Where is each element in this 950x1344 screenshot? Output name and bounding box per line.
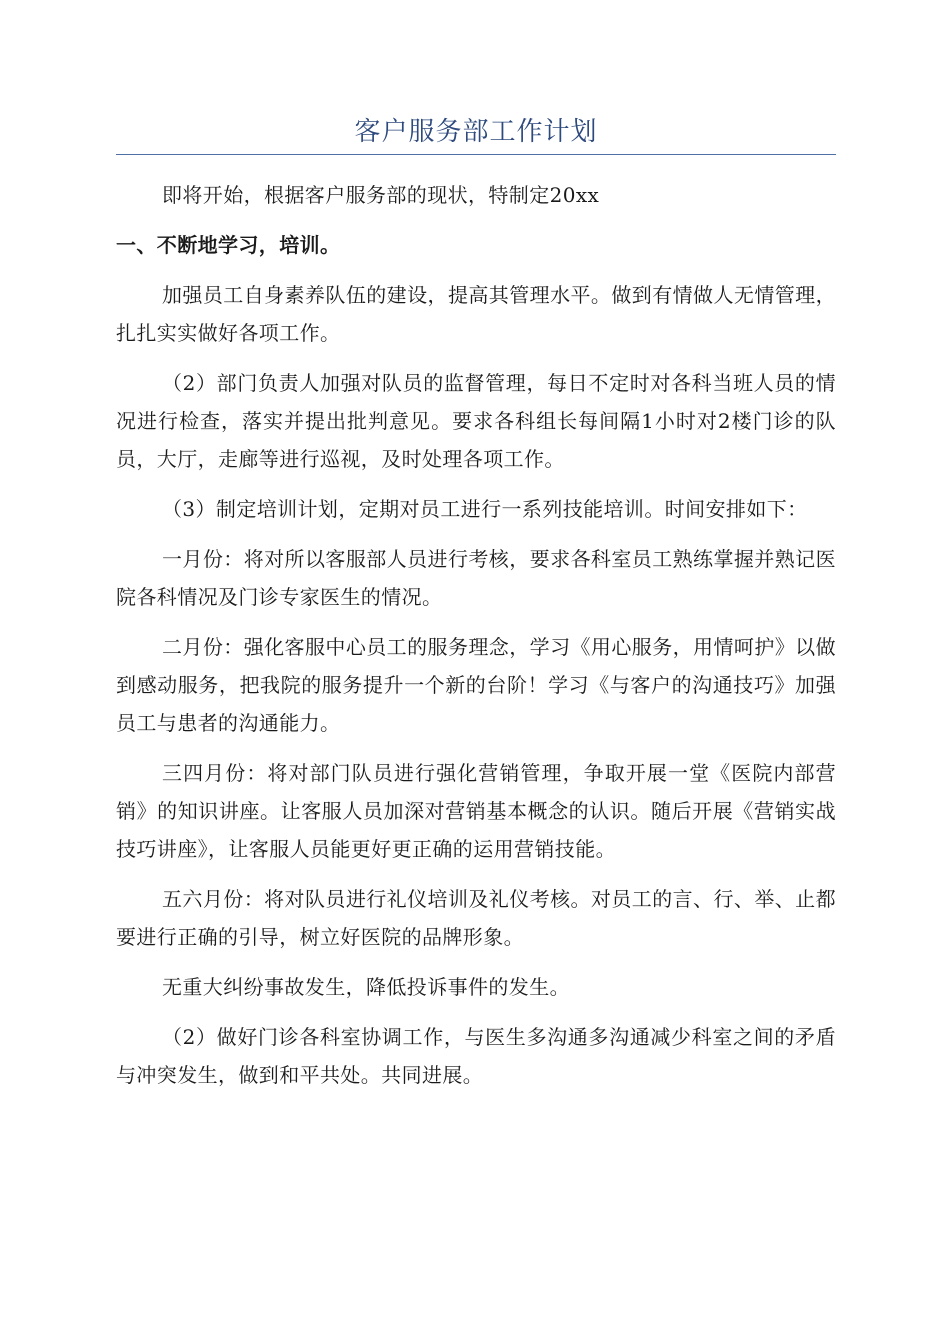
document-body [116, 176, 836, 1106]
section-heading: 一、不断地学习，培训。 [116, 233, 341, 257]
document-title: 客户服务部工作计划 [354, 117, 598, 147]
intro-paragraph: 即将开始，根据客户服务部的现状，特制定20xx [162, 183, 600, 207]
paragraph: 加强员工自身素养队伍的建设，提高其管理水平。做到有情做人无情管理，扎扎实实做好各项工作。 [116, 283, 836, 345]
paragraph: （2）部门负责人加强对队员的监督管理，每日不定时对各科当班人员的情况进行检查，落实并提出批判意见。要求各科组长每间隔1小时对2楼门诊的队员，大厅，走廊等进行巡视，及时处理各项工作。 [116, 371, 836, 471]
paragraph: 一月份：将对所以客服部人员进行考核，要求各科室员工熟练掌握并熟记医院各科情况及门诊专家医生的情况。 [116, 547, 836, 609]
paragraph: （2）做好门诊各科室协调工作，与医生多沟通多沟通减少科室之间的矛盾与冲突发生，做到和平共处。共同进展。 [116, 1025, 836, 1087]
paragraph: （3）制定培训计划，定期对员工进行一系列技能培训。时间安排如下： [162, 497, 808, 521]
document-page [116, 0, 836, 1344]
title-underline [116, 154, 836, 155]
paragraph: 无重大纠纷事故发生，降低投诉事件的发生。 [162, 975, 570, 999]
paragraph: 二月份：强化客服中心员工的服务理念，学习《用心服务，用情呵护》以做到感动服务，把我院的服务提升一个新的台阶！学习《与客户的沟通技巧》加强员工与患者的沟通能力。 [116, 635, 836, 735]
paragraph: 五六月份：将对队员进行礼仪培训及礼仪考核。对员工的言、行、举、止都要进行正确的引导，树立好医院的品牌形象。 [116, 887, 836, 949]
paragraph: 三四月份：将对部门队员进行强化营销管理，争取开展一堂《医院内部营销》的知识讲座。让客服人员加深对营销基本概念的认识。随后开展《营销实战技巧讲座》，让客服人员能更好更正确的运用营销技能。 [116, 761, 836, 861]
